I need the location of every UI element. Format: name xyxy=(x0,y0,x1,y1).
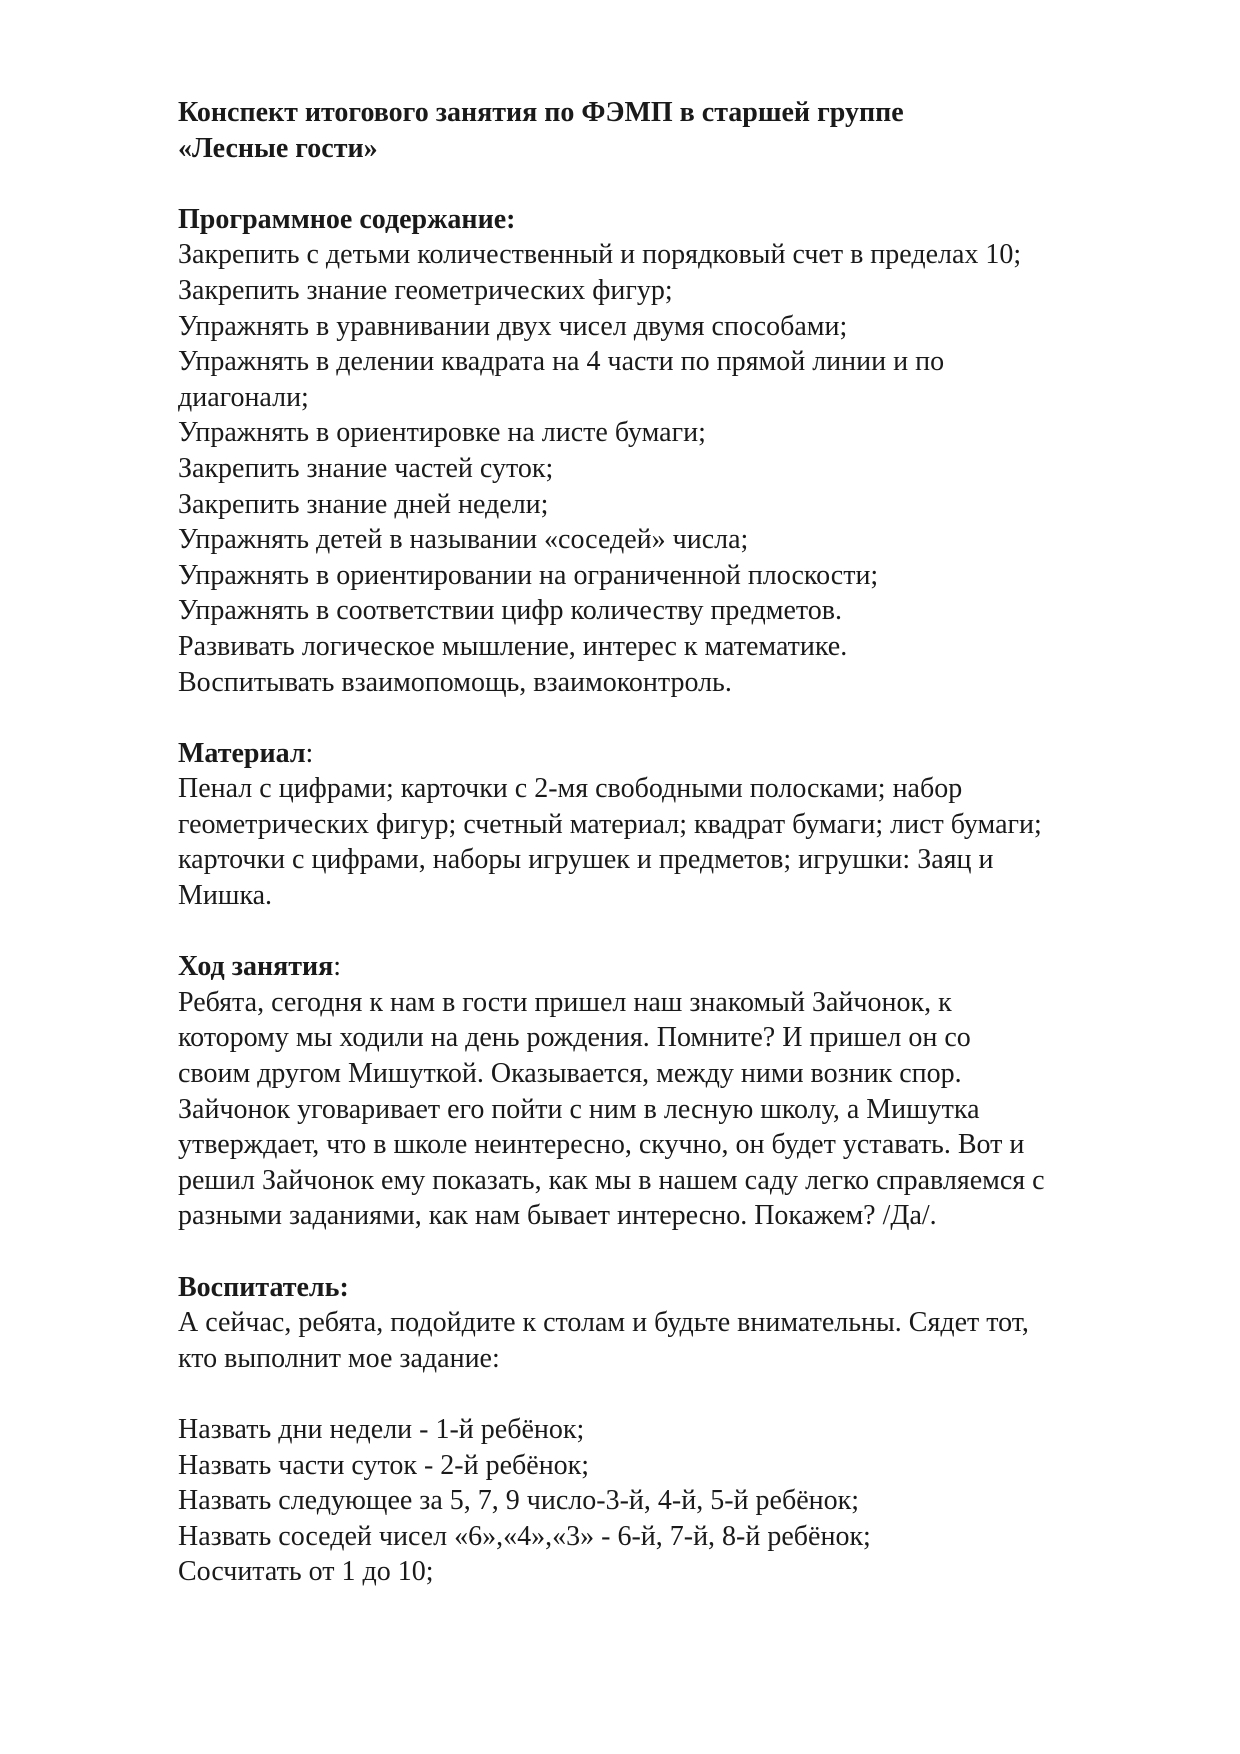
course-heading-colon: : xyxy=(333,951,342,983)
course-line: утверждает, что в школе неинтересно, скучно, он будет уставать. Вот и xyxy=(178,1129,1025,1161)
course-line: Ребята, сегодня к нам в гости пришел наш знакомый Зайчонок, к xyxy=(178,986,952,1018)
program-line: Закрепить знание частей суток; xyxy=(178,452,554,484)
course-line: своим другом Мишуткой. Оказывается, между ними возник спор. xyxy=(178,1058,962,1090)
task-line: Назвать соседей чисел «6»,«4»,«3» - 6-й, 7-й, 8-й ребёнок; xyxy=(178,1520,871,1552)
task-line: Назвать следующее за 5, 7, 9 число-3-й, 4-й, 5-й ребёнок; xyxy=(178,1485,859,1517)
program-heading: Программное содержание: xyxy=(178,203,516,235)
course-line: Зайчонок уговаривает его пойти с ним в лесную школу, а Мишутка xyxy=(178,1093,980,1125)
course-heading: Ход занятия xyxy=(178,951,334,983)
program-line: Упражнять в ориентировке на листе бумаги; xyxy=(178,417,706,449)
program-line: Закрепить с детьми количественный и порядковый счет в пределах 10; xyxy=(178,239,1022,271)
course-line: решил Зайчонок ему показать, как мы в нашем саду легко справляемся с xyxy=(178,1164,1045,1196)
spacer xyxy=(178,700,1178,736)
program-line: Закрепить знание дней недели; xyxy=(178,488,549,520)
program-line: диагонали; xyxy=(178,381,309,413)
course-line: разными заданиями, как нам бывает интересно. Покажем? /Да/. xyxy=(178,1200,937,1232)
material-heading: Материал xyxy=(178,737,306,769)
material-line: карточки с цифрами, наборы игрушек и предметов; игрушки: Заяц и xyxy=(178,844,994,876)
spacer xyxy=(178,1376,1178,1412)
document-title: Конспект итогового занятия по ФЭМП в старшей группе xyxy=(178,97,904,128)
task-line: Назвать дни недели - 1-й ребёнок; xyxy=(178,1413,585,1445)
task-line: Назвать части суток - 2-й ребёнок; xyxy=(178,1449,590,1481)
document-body xyxy=(178,95,1178,1590)
spacer xyxy=(178,1234,1178,1270)
teacher-line: кто выполнит мое задание: xyxy=(178,1342,500,1374)
program-line: Упражнять в уравнивании двух чисел двумя способами; xyxy=(178,310,848,342)
material-heading-line xyxy=(178,736,1178,772)
program-line: Упражнять в ориентировании на ограниченной плоскости; xyxy=(178,559,879,591)
material-line: Мишка. xyxy=(178,880,273,912)
teacher-line: А сейчас, ребята, подойдите к столам и будьте внимательны. Сядет тот, xyxy=(178,1307,1029,1339)
material-line: Пенал с цифрами; карточки с 2-мя свободными полосками; набор xyxy=(178,773,963,805)
spacer xyxy=(178,166,1178,202)
program-line: Упражнять детей в назывании «соседей» числа; xyxy=(178,524,749,556)
course-line: которому мы ходили на день рождения. Помните? И пришел он со xyxy=(178,1022,971,1054)
document-subtitle: «Лесные гости» xyxy=(178,132,378,164)
program-line: Развивать логическое мышление, интерес к математике. xyxy=(178,630,848,662)
task-line: Сосчитать от 1 до 10; xyxy=(178,1556,434,1588)
spacer xyxy=(178,914,1178,950)
program-line: Упражнять в соответствии цифр количеству предметов. xyxy=(178,595,842,627)
teacher-heading: Воспитатель: xyxy=(178,1271,349,1303)
program-line: Упражнять в делении квадрата на 4 части по прямой линии и по xyxy=(178,346,945,378)
material-heading-colon: : xyxy=(305,737,314,769)
course-heading-line xyxy=(178,949,1178,985)
program-line: Воспитывать взаимопомощь, взаимоконтроль. xyxy=(178,666,732,698)
material-line: геометрических фигур; счетный материал; квадрат бумаги; лист бумаги; xyxy=(178,808,1042,840)
program-line: Закрепить знание геометрических фигур; xyxy=(178,274,673,306)
